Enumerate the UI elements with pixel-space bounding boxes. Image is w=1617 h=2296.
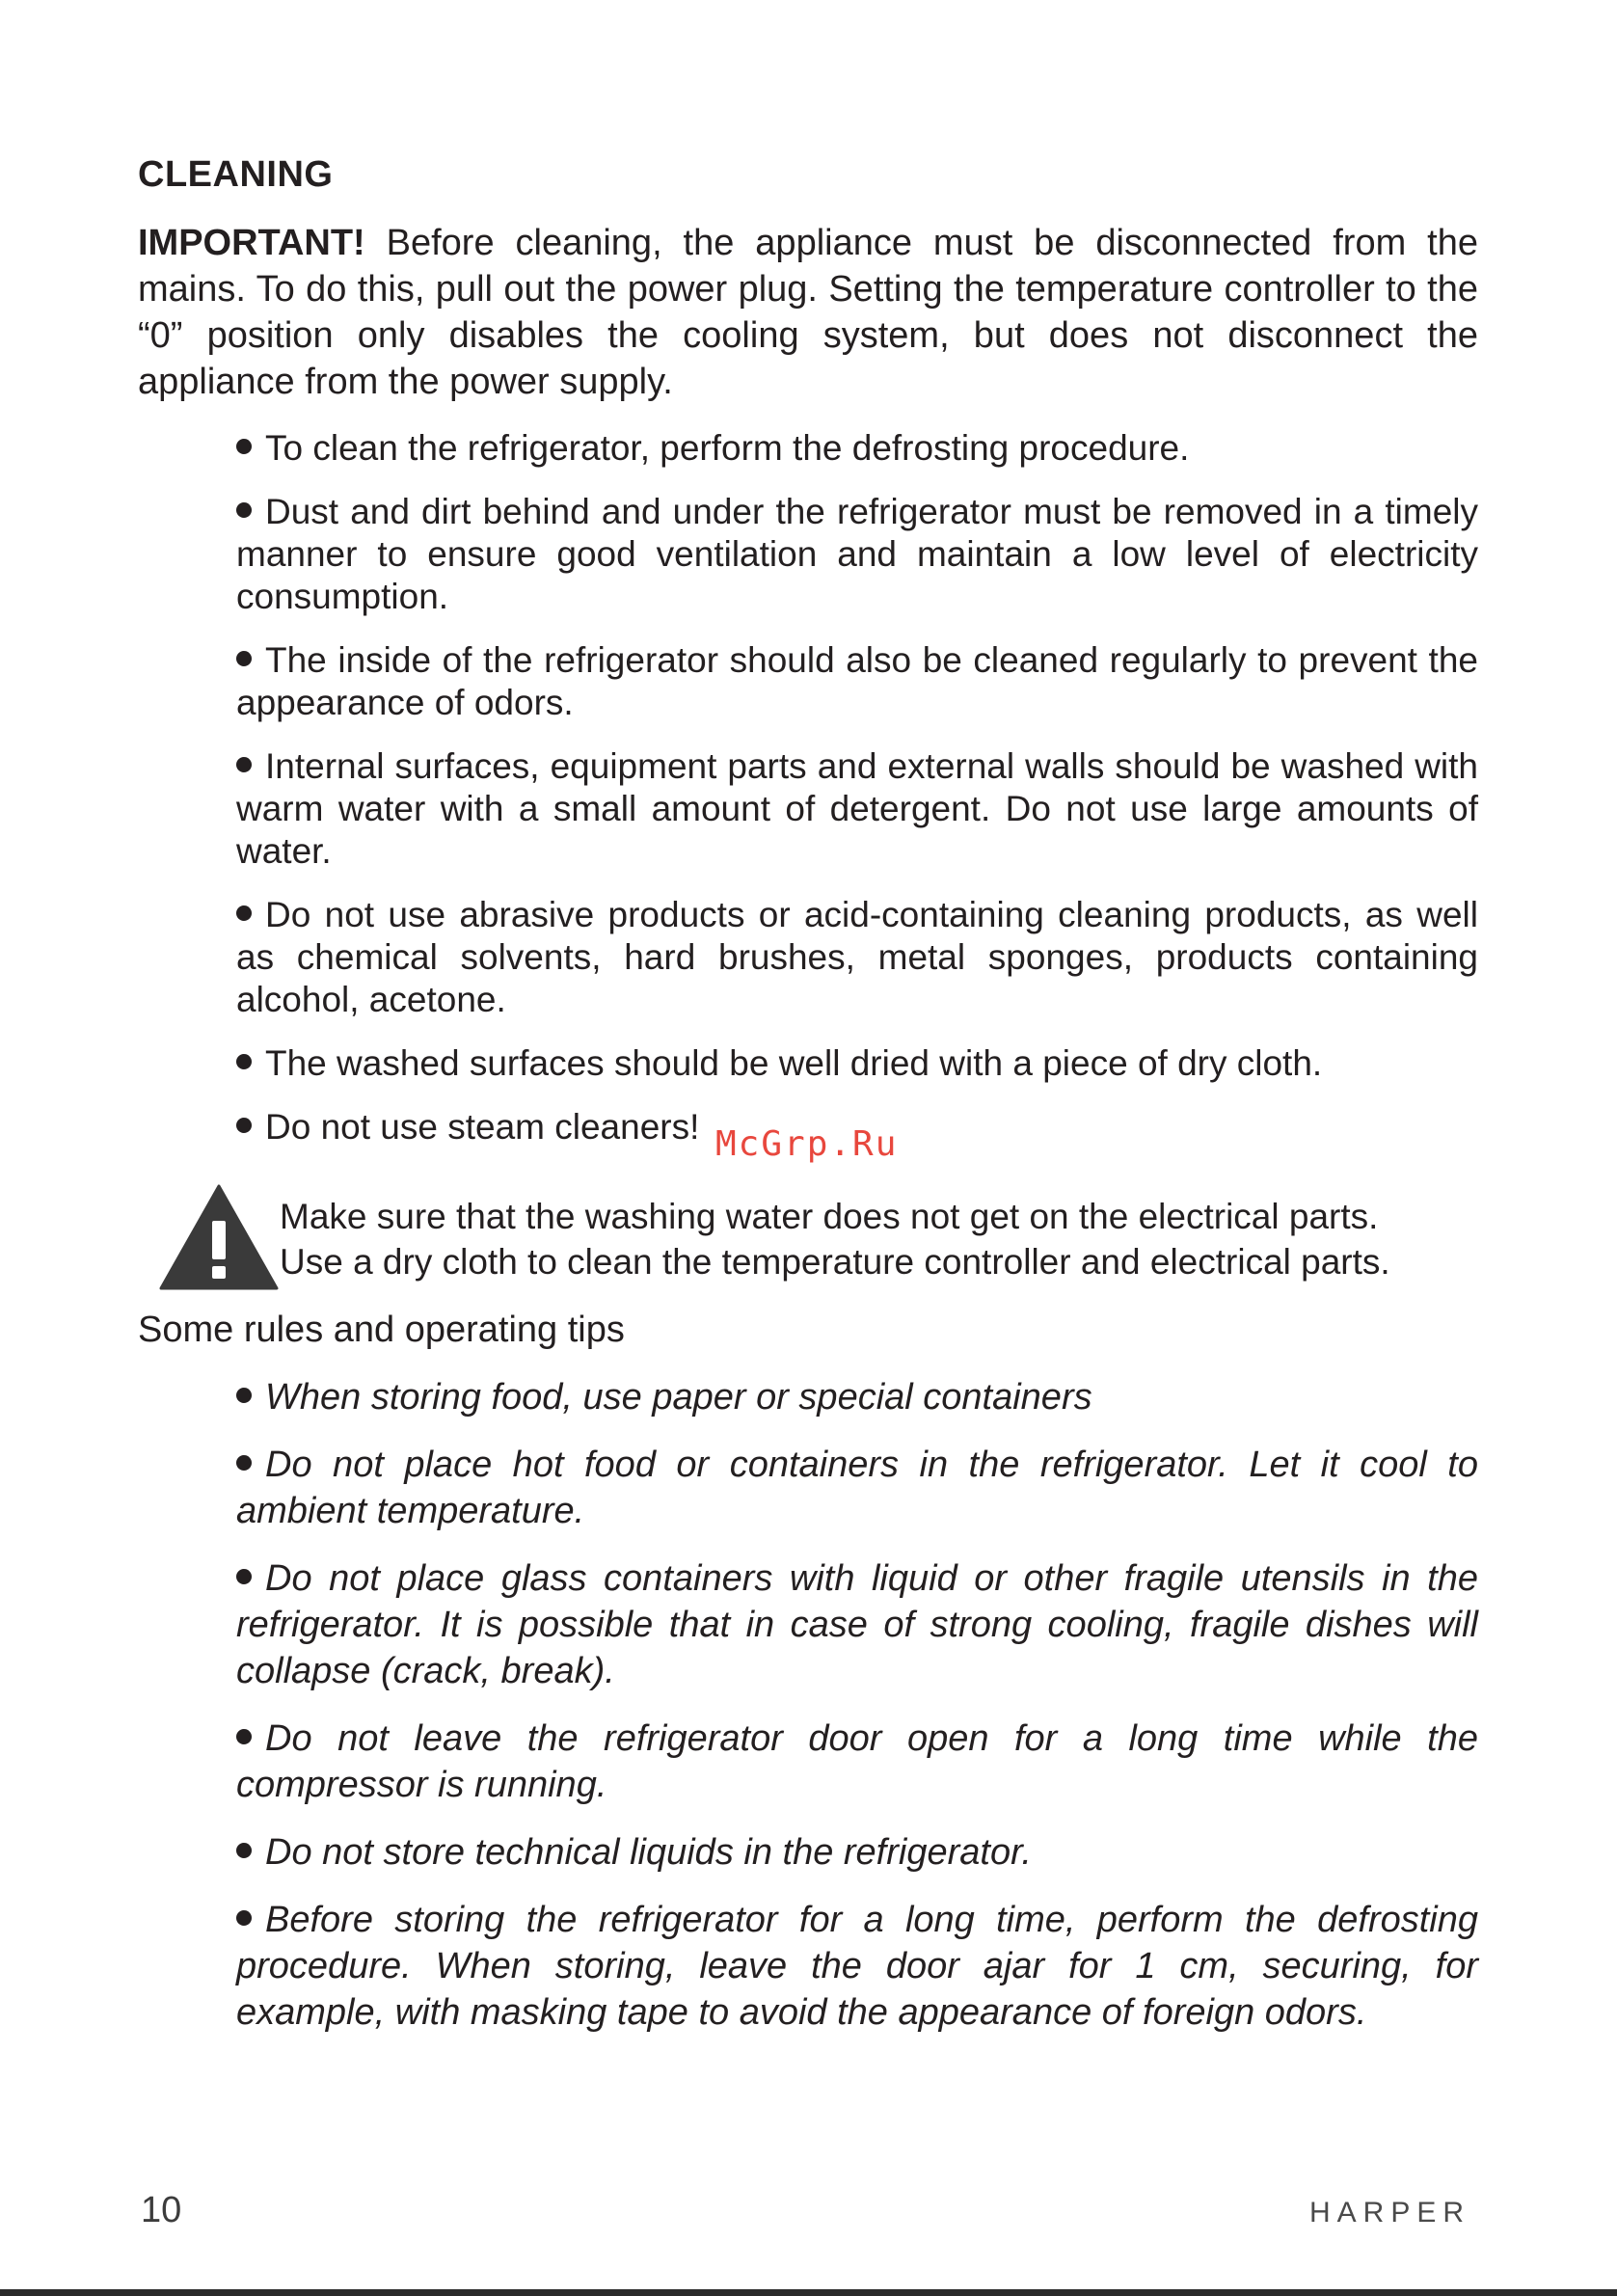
list-item: The inside of the refrigerator should also be cleaned regularly to prevent the appearance of odors. xyxy=(236,640,1478,722)
bullet-icon xyxy=(236,757,252,772)
bullet-icon xyxy=(236,1569,252,1584)
warning-box xyxy=(159,1184,1480,1290)
warning-line: Make sure that the washing water does not get on the electrical parts. xyxy=(280,1197,1379,1236)
list-item: Do not store technical liquids in the refrigerator. xyxy=(236,1829,1478,1876)
tips-list xyxy=(236,1374,1478,2057)
section-heading-tips: Some rules and operating tips xyxy=(138,1310,625,1350)
bullet-icon xyxy=(236,651,252,666)
warning-text xyxy=(280,1194,1480,1284)
bullet-icon xyxy=(236,1455,252,1471)
bullet-icon xyxy=(236,1843,252,1858)
cleaning-list xyxy=(236,427,1478,1170)
list-item: The washed surfaces should be well dried with a piece of dry cloth. xyxy=(236,1042,1478,1085)
bottom-divider xyxy=(0,2289,1617,2296)
list-item: Dust and dirt behind and under the refrigerator must be removed in a timely manner to ensure good ventilation and maintain a low level of electricity consumption. xyxy=(236,492,1478,616)
list-item: Do not use steam cleaners! xyxy=(236,1106,1478,1148)
list-item: To clean the refrigerator, perform the defrosting procedure. xyxy=(236,427,1478,470)
bullet-icon xyxy=(236,1729,252,1744)
bullet-icon xyxy=(236,502,252,518)
section-heading-cleaning: CLEANING xyxy=(138,154,334,195)
watermark: McGrp.Ru xyxy=(715,1124,899,1164)
warning-triangle-icon xyxy=(159,1184,279,1290)
list-item: Do not use abrasive products or acid-containing cleaning products, as well as chemical solvents, hard brushes, metal sponges, products containing alcohol, acetone. xyxy=(236,895,1478,1019)
important-label: IMPORTANT! xyxy=(138,223,365,263)
list-item: Do not place glass containers with liquid or other fragile utensils in the refrigerator. It is possible that in case of strong cooling, fragile dishes will collapse (crack, break). xyxy=(236,1558,1478,1691)
list-item: When storing food, use paper or special containers xyxy=(236,1374,1478,1420)
bullet-icon xyxy=(236,1910,252,1926)
important-notice xyxy=(138,220,1478,405)
brand-logo: HARPER xyxy=(1309,2197,1471,2228)
warning-line: Use a dry cloth to clean the temperature controller and electrical parts. xyxy=(280,1242,1390,1282)
list-item: Internal surfaces, equipment parts and external walls should be washed with warm water with a small amount of detergent. Do not use large amounts of water. xyxy=(236,746,1478,871)
important-text: Before cleaning, the appliance must be disconnected from the mains. To do this, pull out the power plug. Setting the temperature controller to the “0” position only disables the cooling system, but does not disconnect the appliance from the power supply. xyxy=(138,223,1478,402)
bullet-icon xyxy=(236,1054,252,1069)
bullet-icon xyxy=(236,1118,252,1133)
bullet-icon xyxy=(236,439,252,454)
bullet-icon xyxy=(236,1388,252,1403)
page-number: 10 xyxy=(141,2190,182,2230)
list-item: Do not leave the refrigerator door open for a long time while the compressor is running. xyxy=(236,1718,1478,1805)
list-item: Before storing the refrigerator for a long time, perform the defrosting procedure. When storing, leave the door ajar for 1 cm, securing, for example, with masking tape to avoid the appearance of foreign odors. xyxy=(236,1900,1478,2033)
bullet-icon xyxy=(236,905,252,921)
list-item: Do not place hot food or containers in the refrigerator. Let it cool to ambient temperature. xyxy=(236,1445,1478,1531)
